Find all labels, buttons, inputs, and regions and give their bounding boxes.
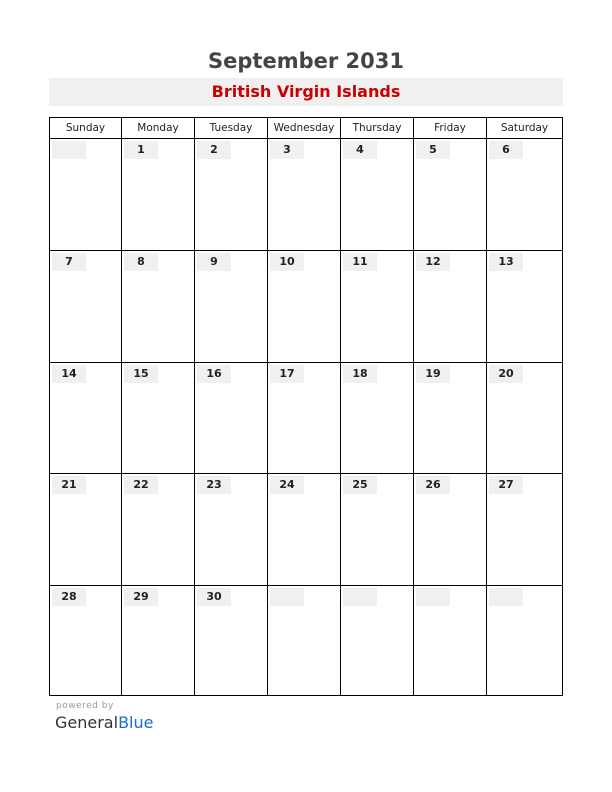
day-number: 15	[124, 365, 158, 383]
day-number: 14	[52, 365, 86, 383]
day-cell[interactable]	[341, 139, 414, 250]
weekday-header-wednesday: Wednesday	[268, 118, 341, 138]
weekday-header-sunday: Sunday	[50, 118, 122, 138]
day-cell[interactable]	[122, 586, 195, 695]
day-number: 24	[270, 476, 304, 494]
week-row	[50, 363, 562, 474]
day-cell[interactable]	[195, 139, 268, 250]
brand-blue-text: Blue	[118, 713, 154, 732]
day-number: 9	[197, 253, 231, 271]
day-cell[interactable]	[487, 139, 562, 250]
weekday-header-saturday: Saturday	[500, 122, 549, 134]
day-cell[interactable]	[414, 586, 487, 695]
calendar-title: September 2031	[208, 49, 404, 73]
day-cell[interactable]	[414, 363, 487, 473]
day-number: 3	[270, 141, 304, 159]
day-cell[interactable]	[268, 251, 341, 362]
day-number: 11	[343, 253, 377, 271]
day-cell[interactable]	[341, 586, 414, 695]
day-cell[interactable]	[195, 474, 268, 585]
weekday-header-monday: Monday	[122, 118, 195, 138]
day-number: 5	[416, 141, 450, 159]
day-cell[interactable]	[50, 586, 122, 695]
week-row	[50, 251, 562, 363]
day-number: 28	[52, 588, 86, 606]
day-number: 8	[124, 253, 158, 271]
day-number: 12	[416, 253, 450, 271]
day-cell[interactable]	[122, 251, 195, 362]
day-number: 16	[197, 365, 231, 383]
day-number: 2	[197, 141, 231, 159]
day-number	[416, 588, 450, 606]
day-cell[interactable]	[268, 474, 341, 585]
day-cell[interactable]	[268, 363, 341, 473]
day-cell[interactable]	[122, 474, 195, 585]
day-cell[interactable]	[195, 251, 268, 362]
day-number	[270, 588, 304, 606]
day-cell[interactable]	[122, 363, 195, 473]
day-number	[343, 588, 377, 606]
country-banner	[49, 78, 563, 106]
day-number: 22	[124, 476, 158, 494]
day-cell[interactable]	[414, 139, 487, 250]
day-number: 10	[270, 253, 304, 271]
week-row	[50, 139, 562, 251]
day-cell[interactable]	[50, 139, 122, 250]
day-number: 13	[489, 253, 523, 271]
weekday-header-thursday: Thursday	[341, 118, 414, 138]
weekday-header-row	[50, 118, 562, 139]
day-number: 19	[416, 365, 450, 383]
day-cell[interactable]	[487, 474, 562, 585]
day-cell[interactable]	[341, 251, 414, 362]
day-cell[interactable]	[487, 251, 562, 362]
day-number: 4	[343, 141, 377, 159]
day-number	[489, 588, 523, 606]
day-cell[interactable]	[50, 251, 122, 362]
day-cell[interactable]	[414, 474, 487, 585]
day-number: 1	[124, 141, 158, 159]
day-cell[interactable]	[50, 474, 122, 585]
day-cell[interactable]	[487, 363, 562, 473]
day-cell[interactable]	[341, 474, 414, 585]
day-number: 6	[489, 141, 523, 159]
day-cell[interactable]	[195, 586, 268, 695]
day-number: 30	[197, 588, 231, 606]
day-number: 27	[489, 476, 523, 494]
day-number	[52, 141, 86, 159]
day-number: 17	[270, 365, 304, 383]
day-number: 23	[197, 476, 231, 494]
powered-by-label: powered by	[56, 701, 114, 711]
day-number: 21	[52, 476, 86, 494]
day-cell[interactable]	[414, 251, 487, 362]
weekday-header-tuesday: Tuesday	[195, 118, 268, 138]
day-number: 20	[489, 365, 523, 383]
day-cell[interactable]	[341, 363, 414, 473]
week-row	[50, 474, 562, 586]
day-cell[interactable]	[195, 363, 268, 473]
generalblue-logo[interactable]	[55, 713, 153, 733]
day-cell[interactable]	[50, 363, 122, 473]
day-cell[interactable]	[268, 586, 341, 695]
day-number: 26	[416, 476, 450, 494]
day-number: 25	[343, 476, 377, 494]
day-cell[interactable]	[268, 139, 341, 250]
day-number: 7	[52, 253, 86, 271]
day-number: 18	[343, 365, 377, 383]
week-row	[50, 586, 562, 695]
day-cell[interactable]	[122, 139, 195, 250]
day-number: 29	[124, 588, 158, 606]
calendar-grid	[49, 117, 563, 696]
brand-general-text: General	[55, 713, 119, 732]
day-cell[interactable]	[487, 586, 562, 695]
weekday-header-friday: Friday	[414, 118, 487, 138]
country-name: British Virgin Islands	[211, 82, 401, 101]
